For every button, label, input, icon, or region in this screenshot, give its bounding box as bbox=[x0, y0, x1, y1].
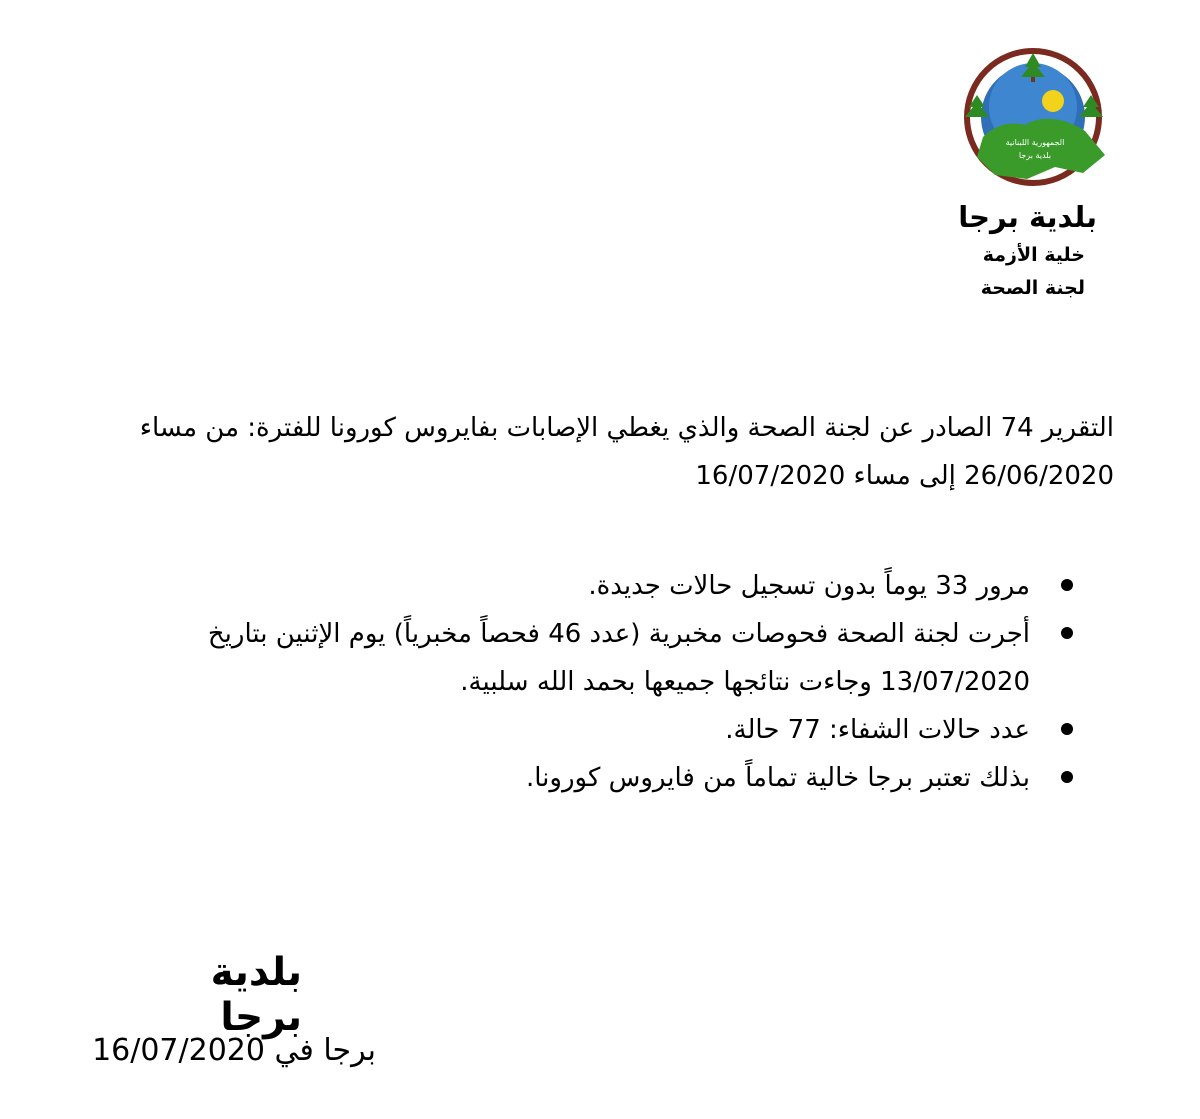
seal-text-line1: الجمهورية اللبنانية bbox=[1005, 138, 1065, 147]
bullet-text: أجرت لجنة الصحة فحوصات مخبرية (عدد 46 فحصاً مخبرياً) يوم الإثنين بتاريخ 13/07/2020 وجاءت نتائجها جميعها بحمد الله سلبية. bbox=[207, 619, 1030, 697]
bullet-item bbox=[70, 706, 1070, 754]
seal-text-line2: بلدية برجا bbox=[1018, 151, 1052, 160]
header-org-name: بلدية برجا bbox=[958, 200, 1097, 234]
bullet-text: مرور 33 يوماً بدون تسجيل حالات جديدة. bbox=[588, 571, 1030, 601]
bullet-item bbox=[70, 562, 1070, 610]
bullet-dot-icon bbox=[1061, 771, 1073, 783]
bullet-dot-icon bbox=[1061, 723, 1073, 735]
footer-org-name: بلدية برجا bbox=[210, 950, 302, 1040]
bullet-dot-icon bbox=[1061, 627, 1073, 639]
bullet-dot-icon bbox=[1061, 579, 1073, 591]
bullet-text: عدد حالات الشفاء: 77 حالة. bbox=[725, 715, 1030, 745]
bullet-item bbox=[70, 610, 1070, 706]
municipality-seal-icon bbox=[955, 45, 1115, 195]
header-unit-health-committee: لجنة الصحة bbox=[980, 277, 1085, 299]
bullet-item bbox=[70, 754, 1070, 802]
header-unit-crisis-cell: خلية الأزمة bbox=[982, 244, 1085, 266]
footer-place-date: برجا في 16/07/2020 bbox=[92, 1033, 376, 1068]
report-intro-paragraph: التقرير 74 الصادر عن لجنة الصحة والذي يغطي الإصابات بفايروس كورونا للفترة: من مساء 26/06/2020 إلى مساء 16/07/2020 bbox=[139, 413, 1114, 491]
report-bullet-list bbox=[70, 562, 1070, 802]
bullet-text: بذلك تعتبر برجا خالية تماماً من فايروس كورونا. bbox=[526, 763, 1030, 793]
